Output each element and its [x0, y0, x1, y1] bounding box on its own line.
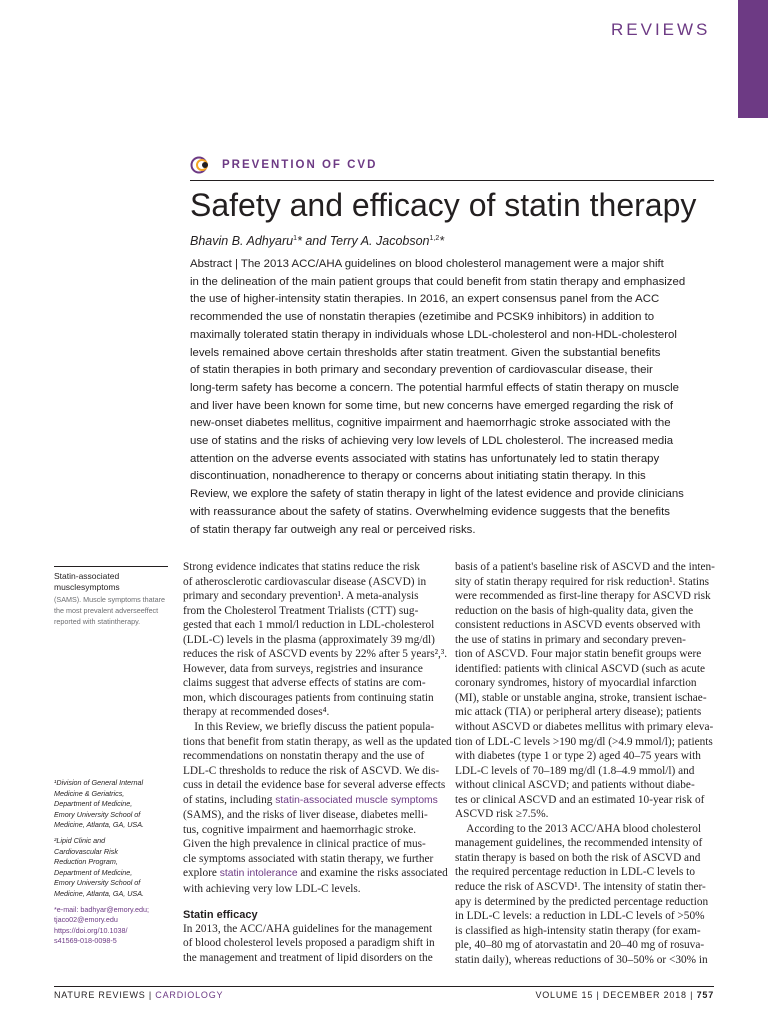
text-line: tes or clinical ASCVD and an estimated 10-year risk of: [455, 793, 705, 806]
abstract-line: long-term safety has become a concern. The potential harmful effects of statin therapy on muscle: [190, 381, 680, 394]
text-line: sity of statin therapy required for risk reduction¹. Statins: [455, 575, 710, 588]
text-line: of blood cholesterol levels proposed a paradigm shift in: [183, 937, 435, 950]
abstract-line: new-onset diabetes mellitus, cognitive impairment and haemorrhagic stroke associated with the: [190, 417, 671, 430]
section-tab: [738, 0, 768, 118]
footer-issue: [535, 990, 714, 1000]
text-line: the management and treatment of lipid disorders on the: [183, 951, 433, 964]
text-line: reduce the risk of ASCVD¹. The intensity of statin ther-: [455, 881, 706, 894]
text-line: primary and secondary prevention¹. A meta-analysis: [183, 590, 419, 603]
glossary-link-sams[interactable]: statin-associated muscle symptoms: [275, 794, 438, 806]
affiliation-line: Medicine, Atlanta, GA, USA.: [54, 888, 145, 898]
correspondence-email[interactable]: [54, 905, 174, 926]
text-line: reduction on the basis of high-quality data, given the: [455, 604, 694, 617]
doi-line: https://doi.org/10.1038/: [54, 925, 128, 935]
text-line: from the Cholesterol Treatment Trialists (CTT) sug-: [183, 604, 419, 617]
email-line: tjaco02@emory.edu: [54, 915, 118, 925]
abstract-line: the use of higher-intensity statin therapies. In 2016, an expert consensus panel from the ACC: [190, 293, 660, 306]
abstract-line: maximally tolerated statin therapy in individuals whose LDL-cholesterol and non-HDL-cholesterol: [190, 328, 677, 341]
text-line: explore statin intolerance and examine the risks associated: [183, 867, 448, 880]
glossary-definition-line: therapy.: [114, 617, 141, 626]
text-line: According to the 2013 ACC/AHA blood cholesterol: [455, 822, 701, 835]
glossary-definition: [54, 594, 172, 627]
affiliation-line: ¹Division of General Internal: [54, 778, 144, 787]
affiliation-line: Reduction Program,: [54, 857, 118, 867]
glossary-term: [54, 571, 172, 593]
text-line: LDL-C thresholds to reduce the risk of ASCVD. We dis-: [183, 764, 440, 777]
author-conjunction: and: [305, 234, 327, 248]
text-line: apy is determined by the predicted percentage reduction: [455, 895, 709, 908]
journal-name: NATURE REVIEWS: [54, 990, 146, 1000]
author-name[interactable]: Bhavin B. Adhyaru: [190, 234, 294, 248]
footer-divider: [54, 986, 714, 987]
text-line: mic attack (TIA) or peripheral artery disease); patients: [455, 706, 702, 719]
text-line: Strong evidence indicates that statins reduce the risk: [183, 561, 420, 573]
author-name[interactable]: Terry A. Jacobson: [329, 234, 430, 248]
author-list: [190, 234, 444, 248]
affiliation-2: [54, 836, 174, 900]
text-line: with achieving very low LDL-C levels.: [183, 883, 361, 896]
paragraph: [455, 560, 715, 822]
volume-info: VOLUME 15 | DECEMBER 2018 |: [535, 990, 697, 1000]
text-line: therapy at recommended doses⁴.: [183, 706, 330, 719]
affiliation-line: Medicine, Atlanta, GA, USA.: [54, 820, 145, 830]
glossary-link-statin-intolerance[interactable]: statin intolerance: [219, 868, 298, 880]
text-line: ple, 40–80 mg of atorvastatin and 20–40 mg of rosuva-: [455, 939, 705, 952]
abstract-line: attention on the adverse events associated with statins has unfortunately led to statin therapy: [190, 452, 660, 465]
abstract-line: of statin therapy far outweigh any real or perceived risks.: [190, 523, 476, 536]
abstract-line: recommended the use of nonstatin therapies (ezetimibe and PCSK9 inhibitors) in addition to: [190, 311, 655, 324]
text-line: without ASCVD or diabetes mellitus with primary eleva-: [455, 721, 714, 734]
text-line: consistent reductions in ASCVD events observed with: [455, 619, 701, 632]
text-line: tions that benefit from statin therapy, as well as the updated: [183, 735, 452, 748]
text-line: Given the high prevalence in clinical practice of mus-: [183, 838, 426, 851]
footer-journal: [54, 990, 223, 1000]
text-line: gested that each 1 mmol/l reduction in LDL-cholesterol: [183, 619, 435, 632]
paragraph: [455, 822, 715, 967]
footer-separator: |: [145, 990, 156, 1000]
affiliation-marker: 1: [293, 234, 297, 242]
corresponding-marker: *: [439, 234, 445, 248]
text-line: reduces the risk of ASCVD events by 22% after 5 years²,³.: [183, 648, 448, 661]
affiliation-line: Medicine & Geriatrics,: [54, 788, 125, 798]
header-divider: [190, 180, 714, 181]
text-line: cle symptoms associated with statin therapy, we further: [183, 852, 434, 865]
doi-line: s41569-018-0098-5: [54, 936, 117, 946]
text-line: LDL-C levels of 70–189 mg/dl (1.8–4.9 mmol/l) and: [455, 764, 695, 777]
journal-section: CARDIOLOGY: [155, 990, 224, 1000]
article-title: Safety and efficacy of statin therapy: [190, 187, 697, 223]
text-line: with diabetes (type 1 or type 2) aged 40–75 years with: [455, 750, 701, 763]
paragraph: [183, 560, 448, 720]
abstract: [190, 256, 714, 539]
text-line: identified: patients with clinical ASCVD (such as acute: [455, 662, 706, 675]
text-line: tus, cognitive impairment and haemorrhagic stroke.: [183, 823, 417, 836]
text-line: tion of LDL-C levels >190 mg/dl (>4.9 mmol/l); patients: [455, 735, 713, 748]
corresponding-marker: *: [296, 234, 302, 248]
section-label: REVIEWS: [611, 20, 711, 39]
affiliation-line: Emory University School of: [54, 878, 141, 888]
affiliation-line: Department of Medicine,: [54, 867, 133, 877]
text-line: basis of a patient's baseline risk of ASCVD and the inten-: [455, 561, 715, 573]
text-line: were recommended as first-line therapy for ASCVD risk: [455, 590, 711, 603]
text-line: statin daily), whereas reductions of 30–50% or <30% in: [455, 953, 708, 966]
abstract-line: of statin therapies in both primary and secondary prevention of cardiovascular disease, their: [190, 364, 653, 377]
page-number: 757: [696, 990, 714, 1000]
abstract-line: use of statins and the risks of achieving very low levels of LDL cholesterol. The increased media: [190, 435, 674, 448]
text-line: tion of ASCVD. Four major statin benefit groups were: [455, 648, 702, 661]
affiliation-line: Emory University School of: [54, 809, 141, 819]
text-line: in LDL-C levels: a reduction in LDL-C levels of >50%: [455, 910, 705, 923]
abstract-line: Review, we explore the safety of statin therapy in light of the latest evidence and provide clinicians: [190, 488, 684, 501]
text-line: mon, which discourages patients from continuing statin: [183, 691, 434, 704]
paragraph: [183, 720, 452, 793]
glossary-divider: [54, 566, 168, 567]
abstract-line: levels remained above certain thresholds after statin treatment. Given the substantial benefits: [190, 346, 661, 359]
text-line: the required percentage reduction in LDL-C levels to: [455, 866, 695, 879]
abstract-line: Abstract | The 2013 ACC/AHA guidelines on blood cholesterol management were a major shift: [190, 258, 664, 270]
text-line: is classified as high-intensity statin therapy (for exam-: [455, 924, 701, 937]
glossary-term-line: symptoms: [80, 582, 120, 592]
text-line: of atherosclerotic cardiovascular disease (ASCVD) in: [183, 575, 427, 588]
affiliation-1: [54, 778, 174, 831]
text-line: statin therapy is based on both the risk of ASCVD and: [455, 851, 701, 864]
paragraph: [183, 808, 443, 866]
abstract-line: in the delineation of the main patient groups that could benefit from statin therapy and emphasized: [190, 275, 686, 288]
text-line: In this Review, we briefly discuss the patient popula-: [183, 721, 435, 734]
text-line: In 2013, the ACC/AHA guidelines for the management: [183, 922, 433, 935]
paragraph: [183, 922, 443, 966]
text-line: ASCVD risk ≥7.5%.: [455, 808, 549, 821]
text-line: cuss in detail the evidence base for several adverse effects: [183, 779, 446, 792]
text-line: (LDL-C) levels in the plasma (approximately 39 mg/dl): [183, 633, 435, 646]
glossary-definition-line: are the most prevalent adverse: [54, 595, 166, 615]
circle-arrows-icon: [190, 156, 216, 174]
affiliation-line: Department of Medicine,: [54, 799, 133, 809]
glossary-definition-line: effect reported with statin: [54, 606, 159, 626]
doi-link[interactable]: [54, 926, 174, 947]
text-line: the use of statins in primary and secondary preven-: [455, 633, 686, 646]
text-line: (MI), stable or unstable angina, stroke, transient ischae-: [455, 691, 707, 704]
text-line: However, data from surveys, registries and insurance: [183, 662, 423, 675]
section-heading: Statin efficacy: [183, 908, 258, 921]
abstract-line: and liver have been known for some time, but new concerns have emerged regarding the risk of: [190, 399, 674, 412]
affiliation-line: ²Lipid Clinic and: [54, 835, 106, 845]
text-line: of statins, including statin-associated muscle symptoms: [183, 793, 438, 806]
margin-glossary: [54, 566, 172, 627]
text-line: without clinical ASCVD; and patients without diabe-: [455, 779, 695, 792]
glossary-term-line: Statin-associated muscle: [54, 571, 120, 592]
email-line: *e-mail: badhyar@emory.edu;: [54, 904, 150, 914]
abstract-line: with reassurance about the safety of statins. Overwhelming evidence suggests that the benefits: [190, 505, 670, 518]
affiliation-marker: 1,2: [429, 234, 440, 242]
text-line: (SAMS), and the risks of liver disease, diabetes melli-: [183, 809, 428, 822]
text-line: recommendations on nonstatin therapy and the use of: [183, 750, 425, 763]
glossary-definition-line: (SAMS). Muscle symptoms that: [54, 595, 155, 604]
affiliations: [54, 778, 174, 947]
body-column-1: [183, 560, 452, 965]
affiliation-line: Cardiovascular Risk: [54, 846, 118, 856]
body-column-2: [455, 560, 715, 967]
text-line: coronary syndromes, history of myocardial infarction: [455, 677, 697, 690]
abstract-line: discontinuation, nonadherence to therapy or concerns about initiating statin therapy. In this: [190, 470, 646, 483]
text-line: management guidelines, the recommended intensity of: [455, 837, 703, 850]
text-line: claims suggest that adverse effects of statins are com-: [183, 677, 426, 690]
category-label: PREVENTION OF CVD: [222, 159, 378, 171]
